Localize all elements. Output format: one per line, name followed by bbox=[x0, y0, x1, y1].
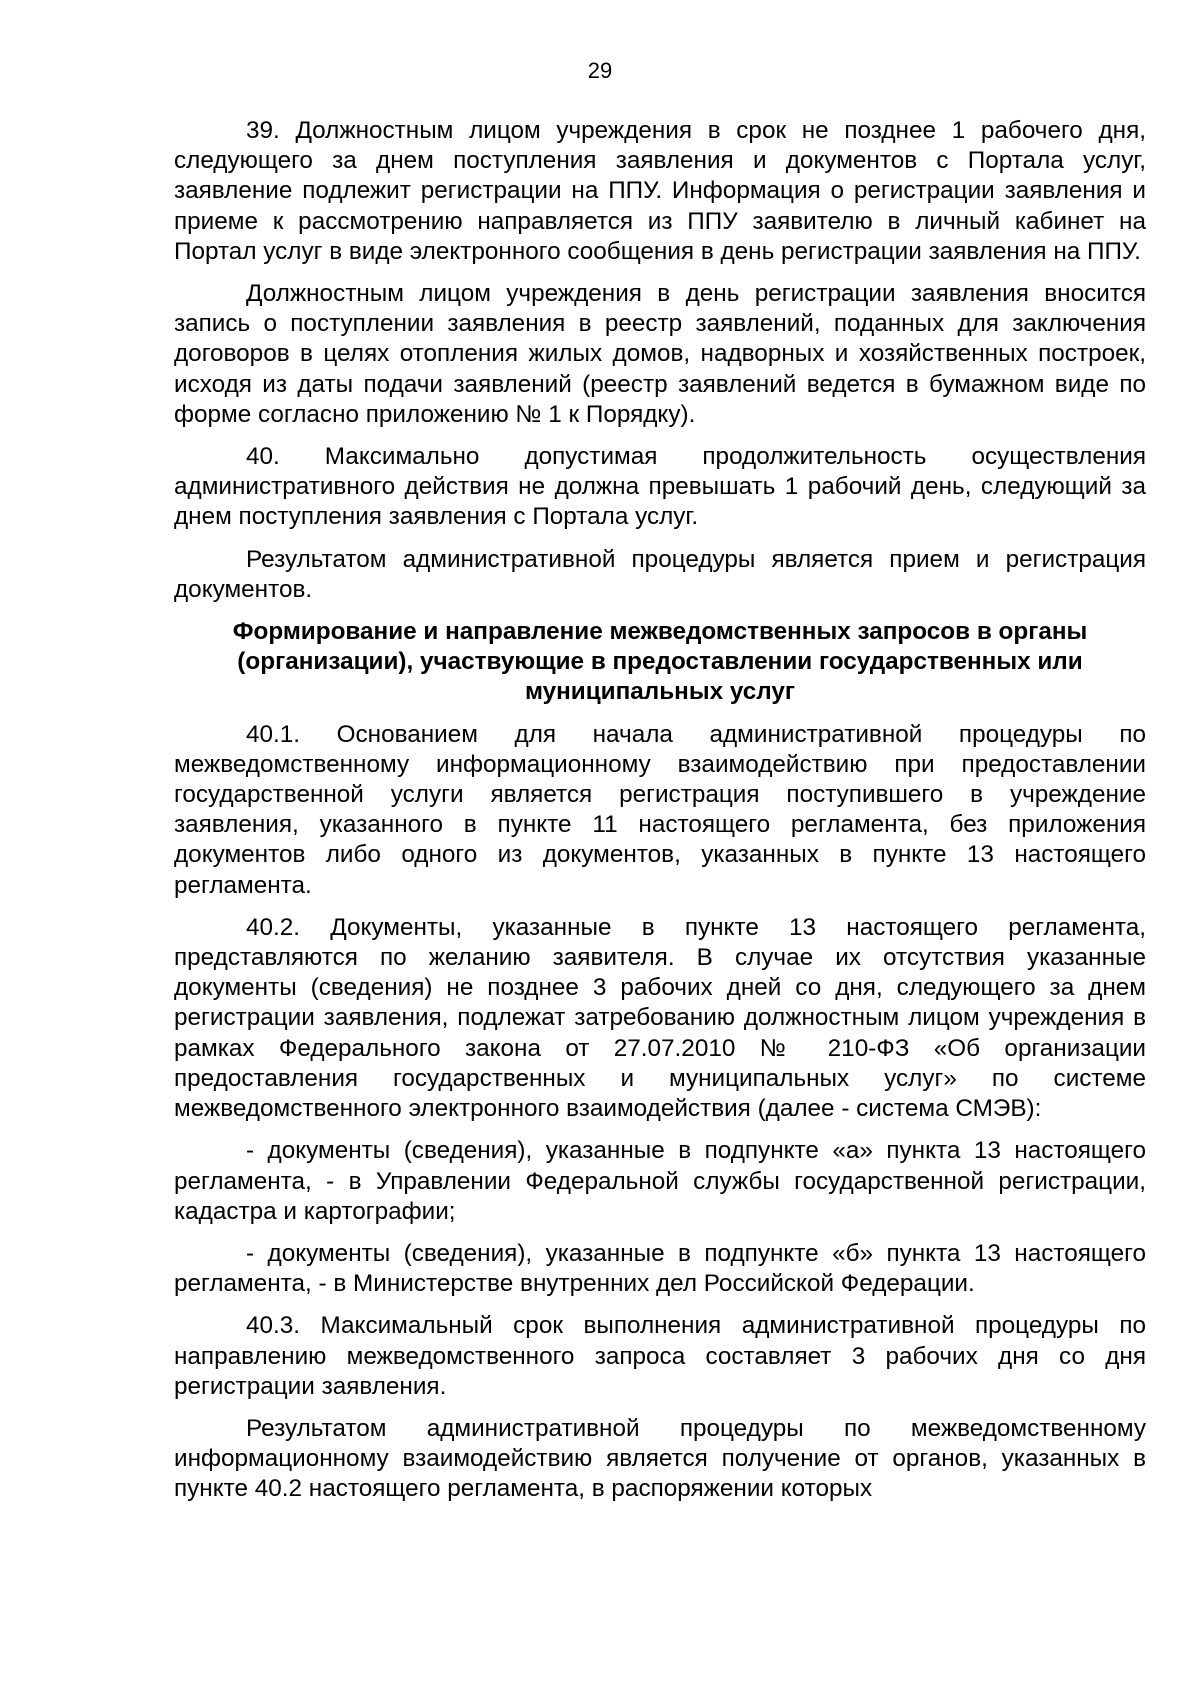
paragraph-result-interaction: Результатом административной процедуры по межведомственному информационному взаимодействию является получение от органов, указанных в пункте 40.2 настоящего регламента, в распоряжении которых bbox=[174, 1414, 1146, 1503]
document-body bbox=[174, 116, 1146, 1517]
page-number: 29 bbox=[587, 58, 613, 83]
paragraph-39: 39. Должностным лицом учреждения в срок не позднее 1 рабочего дня, следующего за днем поступления заявления и документов с Портала услуг, заявление подлежит регистрации на ППУ. Информация о регистрации заявления и приеме к рассмотрению направляется из ППУ заявителю в личный кабинет на Портал услуг в виде электронного сообщения в день регистрации заявления на ППУ. bbox=[174, 117, 1146, 265]
paragraph-40-3: 40.3. Максимальный срок выполнения административной процедуры по направлению межведомственного запроса составляет 3 рабочих дня со дня регистрации заявления. bbox=[174, 1312, 1146, 1400]
section-heading: Формирование и направление межведомственных запросов в органы (организации), участвующие в предоставлении государственных или муниципальных услуг bbox=[232, 618, 1088, 706]
paragraph-registry-entry: Должностным лицом учреждения в день регистрации заявления вносится запись о поступлении заявления в реестр заявлений, поданных для заключения договоров в целях отопления жилых домов, надворных и хозяйственных построек, исходя из даты подачи заявлений (реестр заявлений ведется в бумажном виде по форме согласно приложению № 1 к Порядку). bbox=[174, 280, 1146, 428]
paragraph-40: 40. Максимально допустимая продолжительность осуществления административного действия не должна превышать 1 рабочий день, следующий за днем поступления заявления с Портала услуг. bbox=[174, 443, 1146, 531]
paragraph-40-1: 40.1. Основанием для начала административной процедуры по межведомственному информационному взаимодействию при предоставлении государственной услуги является регистрация поступившего в учреждение заявления, указанного в пункте 11 настоящего регламента, без приложения документов либо одного из документов, указанных в пункте 13 настоящего регламента. bbox=[174, 720, 1146, 899]
list-item-subpoint-a: - документы (сведения), указанные в подпункте «а» пункта 13 настоящего регламента, - в Управлении Федеральной службы государственной регистрации, кадастра и картографии; bbox=[174, 1137, 1146, 1225]
paragraph-40-2: 40.2. Документы, указанные в пункте 13 настоящего регламента, представляются по желанию заявителя. В случае их отсутствия указанные документы (сведения) не позднее 3 рабочих дней со дня, следующего за днем регистрации заявления, подлежат затребованию должностным лицом учреждения в рамках Федерального закона от 27.07.2010 № 210-ФЗ «Об организации предоставления государственных и муниципальных услуг» по системе межведомственного электронного взаимодействия (далее - система СМЭВ): bbox=[174, 913, 1146, 1123]
paragraph-result-registration: Результатом административной процедуры является прием и регистрация документов. bbox=[174, 545, 1146, 603]
list-item-subpoint-b: - документы (сведения), указанные в подпункте «б» пункта 13 настоящего регламента, - в Министерстве внутренних дел Российской Федерации. bbox=[174, 1239, 1146, 1298]
